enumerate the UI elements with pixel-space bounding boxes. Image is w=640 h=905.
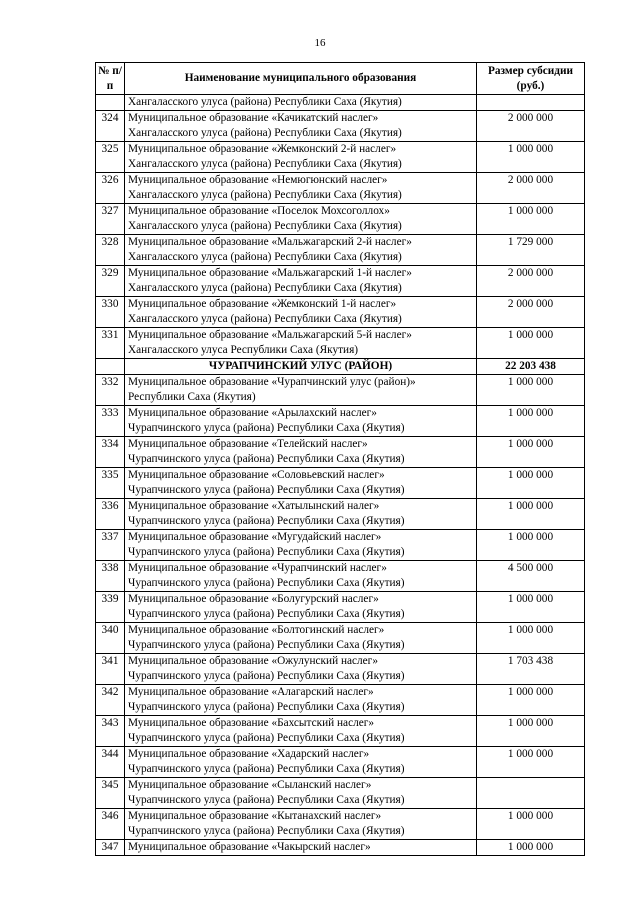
header-number: № п/п bbox=[96, 63, 125, 95]
name-line: Хангаласского улуса (района) Республики Саха (Якутия) bbox=[128, 158, 402, 170]
municipality-name bbox=[125, 530, 477, 561]
name-line: Чурапчинского улуса (района) Республики Саха (Якутия) bbox=[128, 794, 405, 806]
row-number: 334 bbox=[96, 437, 125, 468]
name-line: Муниципальное образование «Кытанахский наслег» bbox=[128, 810, 382, 822]
municipality-name bbox=[125, 592, 477, 623]
municipality-name bbox=[125, 654, 477, 685]
name-line: Муниципальное образование «Чурапчинский наслег» bbox=[128, 562, 387, 574]
row-number: 333 bbox=[96, 406, 125, 437]
row-number: 343 bbox=[96, 716, 125, 747]
name-line: Чурапчинского улуса (района) Республики Саха (Якутия) bbox=[128, 422, 405, 434]
row-number: 329 bbox=[96, 266, 125, 297]
subsidy-amount bbox=[477, 95, 585, 111]
row-number: 324 bbox=[96, 111, 125, 142]
subsidy-amount: 2 000 000 bbox=[477, 266, 585, 297]
subsidy-amount: 4 500 000 bbox=[477, 561, 585, 592]
table-row bbox=[96, 654, 585, 685]
subsidy-amount: 1 000 000 bbox=[477, 747, 585, 778]
name-line: Муниципальное образование «Жемконский 2-й наслег» bbox=[128, 143, 397, 155]
table-row bbox=[96, 561, 585, 592]
row-number: 340 bbox=[96, 623, 125, 654]
municipality-name bbox=[125, 468, 477, 499]
table-row bbox=[96, 266, 585, 297]
subsidy-amount: 1 000 000 bbox=[477, 840, 585, 856]
name-line: Муниципальное образование «Сыланский наслег» bbox=[128, 779, 372, 791]
table-header-row bbox=[96, 63, 585, 95]
row-number: 330 bbox=[96, 297, 125, 328]
row-number: 327 bbox=[96, 204, 125, 235]
name-line: Чурапчинского улуса (района) Республики Саха (Якутия) bbox=[128, 701, 405, 713]
name-line: Хангаласского улуса (района) Республики Саха (Якутия) bbox=[128, 96, 402, 108]
municipality-name bbox=[125, 747, 477, 778]
name-line: Чурапчинского улуса (района) Республики Саха (Якутия) bbox=[128, 825, 405, 837]
subsidy-amount: 1 000 000 bbox=[477, 375, 585, 406]
name-line: Чурапчинского улуса (района) Республики Саха (Якутия) bbox=[128, 732, 405, 744]
municipality-name bbox=[125, 95, 477, 111]
table-row bbox=[96, 809, 585, 840]
row-number: 335 bbox=[96, 468, 125, 499]
table-row bbox=[96, 328, 585, 359]
name-line: Муниципальное образование «Чурапчинский улус (район)» bbox=[128, 376, 416, 388]
name-line: Муниципальное образование «Телейский наслег» bbox=[128, 438, 368, 450]
municipality-name bbox=[125, 809, 477, 840]
subsidy-amount: 1 000 000 bbox=[477, 592, 585, 623]
subsidy-amount: 1 703 438 bbox=[477, 654, 585, 685]
municipality-name bbox=[125, 297, 477, 328]
table-row bbox=[96, 499, 585, 530]
row-number: 337 bbox=[96, 530, 125, 561]
name-line: Муниципальное образование «Соловьевский наслег» bbox=[128, 469, 385, 481]
municipality-name bbox=[125, 840, 477, 856]
row-number bbox=[96, 95, 125, 111]
table-row bbox=[96, 468, 585, 499]
row-number: 326 bbox=[96, 173, 125, 204]
row-number: 339 bbox=[96, 592, 125, 623]
municipality-name bbox=[125, 499, 477, 530]
municipality-name bbox=[125, 173, 477, 204]
row-number bbox=[96, 359, 125, 375]
subsidy-amount: 1 000 000 bbox=[477, 437, 585, 468]
table-row bbox=[96, 142, 585, 173]
municipality-name bbox=[125, 623, 477, 654]
table-row bbox=[96, 375, 585, 406]
name-line: Муниципальное образование «Бахсытский наслег» bbox=[128, 717, 375, 729]
subsidy-amount: 1 000 000 bbox=[477, 142, 585, 173]
header-amount: Размер субсидии (руб.) bbox=[477, 63, 585, 95]
municipality-name bbox=[125, 716, 477, 747]
page-number: 16 bbox=[314, 37, 326, 49]
row-number: 344 bbox=[96, 747, 125, 778]
name-line: Муниципальное образование «Качикатский наслег» bbox=[128, 112, 379, 124]
municipality-name bbox=[125, 778, 477, 809]
name-line: Муниципальное образование «Хатылынский налег» bbox=[128, 500, 380, 512]
municipality-name bbox=[125, 111, 477, 142]
subsidy-amount: 2 000 000 bbox=[477, 173, 585, 204]
subsidy-amount: 2 000 000 bbox=[477, 111, 585, 142]
subsidy-amount: 1 000 000 bbox=[477, 716, 585, 747]
name-line: Чурапчинского улуса (района) Республики Саха (Якутия) bbox=[128, 484, 405, 496]
municipality-name bbox=[125, 561, 477, 592]
subsidy-amount: 1 000 000 bbox=[477, 685, 585, 716]
name-line: Муниципальное образование «Мугудайский наслег» bbox=[128, 531, 382, 543]
name-line: Муниципальное образование «Алагарский наслег» bbox=[128, 686, 374, 698]
row-number: 338 bbox=[96, 561, 125, 592]
row-number: 332 bbox=[96, 375, 125, 406]
row-number: 341 bbox=[96, 654, 125, 685]
table-row bbox=[96, 592, 585, 623]
subsidy-amount bbox=[477, 778, 585, 809]
district-row bbox=[96, 359, 585, 375]
name-line: Хангаласского улуса Республики Саха (Якутия) bbox=[128, 344, 359, 356]
table-row bbox=[96, 95, 585, 111]
row-number: 328 bbox=[96, 235, 125, 266]
district-name bbox=[125, 359, 477, 375]
subsidy-amount: 2 000 000 bbox=[477, 297, 585, 328]
name-line: Чурапчинского улуса (района) Республики Саха (Якутия) bbox=[128, 763, 405, 775]
row-number: 331 bbox=[96, 328, 125, 359]
municipality-name bbox=[125, 235, 477, 266]
name-line: Хангаласского улуса (района) Республики Саха (Якутия) bbox=[128, 282, 402, 294]
municipality-name bbox=[125, 204, 477, 235]
table-row bbox=[96, 530, 585, 561]
municipality-name bbox=[125, 685, 477, 716]
subsidy-amount: 1 000 000 bbox=[477, 623, 585, 654]
municipality-name bbox=[125, 437, 477, 468]
subsidy-amount: 1 000 000 bbox=[477, 530, 585, 561]
table-row bbox=[96, 716, 585, 747]
row-number: 347 bbox=[96, 840, 125, 856]
name-line: Муниципальное образование «Немюгюнский наслег» bbox=[128, 174, 388, 186]
table-row bbox=[96, 204, 585, 235]
name-line: Республики Саха (Якутия) bbox=[128, 391, 256, 403]
name-line: Чурапчинского улуса (района) Республики Саха (Якутия) bbox=[128, 515, 405, 527]
municipality-name bbox=[125, 375, 477, 406]
table-row bbox=[96, 173, 585, 204]
name-line: Хангаласского улуса (района) Республики Саха (Якутия) bbox=[128, 251, 402, 263]
subsidy-table bbox=[95, 62, 585, 856]
subsidy-amount: 1 000 000 bbox=[477, 406, 585, 437]
name-line: Муниципальное образование «Болугурский наслег» bbox=[128, 593, 379, 605]
table-body bbox=[96, 95, 585, 856]
name-line: Чурапчинского улуса (района) Республики Саха (Якутия) bbox=[128, 453, 405, 465]
name-line: Чурапчинского улуса (района) Республики Саха (Якутия) bbox=[128, 670, 405, 682]
name-line: Муниципальное образование «Болтогинский наслег» bbox=[128, 624, 385, 636]
name-line: Муниципальное образование «Чакырский наслег» bbox=[128, 841, 371, 853]
subsidy-amount: 1 000 000 bbox=[477, 468, 585, 499]
name-line: Хангаласского улуса (района) Республики Саха (Якутия) bbox=[128, 313, 402, 325]
subsidy-amount: 1 000 000 bbox=[477, 204, 585, 235]
table-row bbox=[96, 437, 585, 468]
subsidy-amount: 1 729 000 bbox=[477, 235, 585, 266]
row-number: 325 bbox=[96, 142, 125, 173]
name-line: Муниципальное образование «Ожулунский наслег» bbox=[128, 655, 378, 667]
name-line: Хангаласского улуса (района) Республики Саха (Якутия) bbox=[128, 127, 402, 139]
name-line: Чурапчинского улуса (района) Республики Саха (Якутия) bbox=[128, 577, 405, 589]
municipality-name bbox=[125, 266, 477, 297]
table-row bbox=[96, 840, 585, 856]
district-total: 22 203 438 bbox=[477, 359, 585, 375]
row-number: 345 bbox=[96, 778, 125, 809]
name-line: Муниципальное образование «Жемконский 1-й наслег» bbox=[128, 298, 397, 310]
municipality-name bbox=[125, 328, 477, 359]
name-line: ЧУРАПЧИНСКИЙ УЛУС (РАЙОН) bbox=[208, 360, 393, 372]
municipality-name bbox=[125, 406, 477, 437]
name-line: Муниципальное образование «Арылахский наслег» bbox=[128, 407, 377, 419]
name-line: Муниципальное образование «Хадарский наслег» bbox=[128, 748, 370, 760]
row-number: 336 bbox=[96, 499, 125, 530]
name-line: Хангаласского улуса (района) Республики Саха (Якутия) bbox=[128, 189, 402, 201]
name-line: Чурапчинского улуса (района) Республики Саха (Якутия) bbox=[128, 608, 405, 620]
name-line: Хангаласского улуса (района) Республики Саха (Якутия) bbox=[128, 220, 402, 232]
row-number: 346 bbox=[96, 809, 125, 840]
name-line: Муниципальное образование «Мальжагарский 2-й наслег» bbox=[128, 236, 412, 248]
table-row bbox=[96, 747, 585, 778]
table-row bbox=[96, 406, 585, 437]
name-line: Муниципальное образование «Мальжагарский 1-й наслег» bbox=[128, 267, 412, 279]
table-row bbox=[96, 297, 585, 328]
subsidy-amount: 1 000 000 bbox=[477, 328, 585, 359]
table-row bbox=[96, 111, 585, 142]
table-row bbox=[96, 778, 585, 809]
table-row bbox=[96, 685, 585, 716]
name-line: Чурапчинского улуса (района) Республики Саха (Якутия) bbox=[128, 639, 405, 651]
subsidy-amount: 1 000 000 bbox=[477, 809, 585, 840]
municipality-name bbox=[125, 142, 477, 173]
name-line: Чурапчинского улуса (района) Республики Саха (Якутия) bbox=[128, 546, 405, 558]
name-line: Муниципальное образование «Поселок Мохсоголлох» bbox=[128, 205, 390, 217]
name-line: Муниципальное образование «Мальжагарский 5-й наслег» bbox=[128, 329, 412, 341]
table-row bbox=[96, 623, 585, 654]
table-row bbox=[96, 235, 585, 266]
subsidy-amount: 1 000 000 bbox=[477, 499, 585, 530]
row-number: 342 bbox=[96, 685, 125, 716]
header-name: Наименование муниципального образования bbox=[125, 63, 477, 95]
